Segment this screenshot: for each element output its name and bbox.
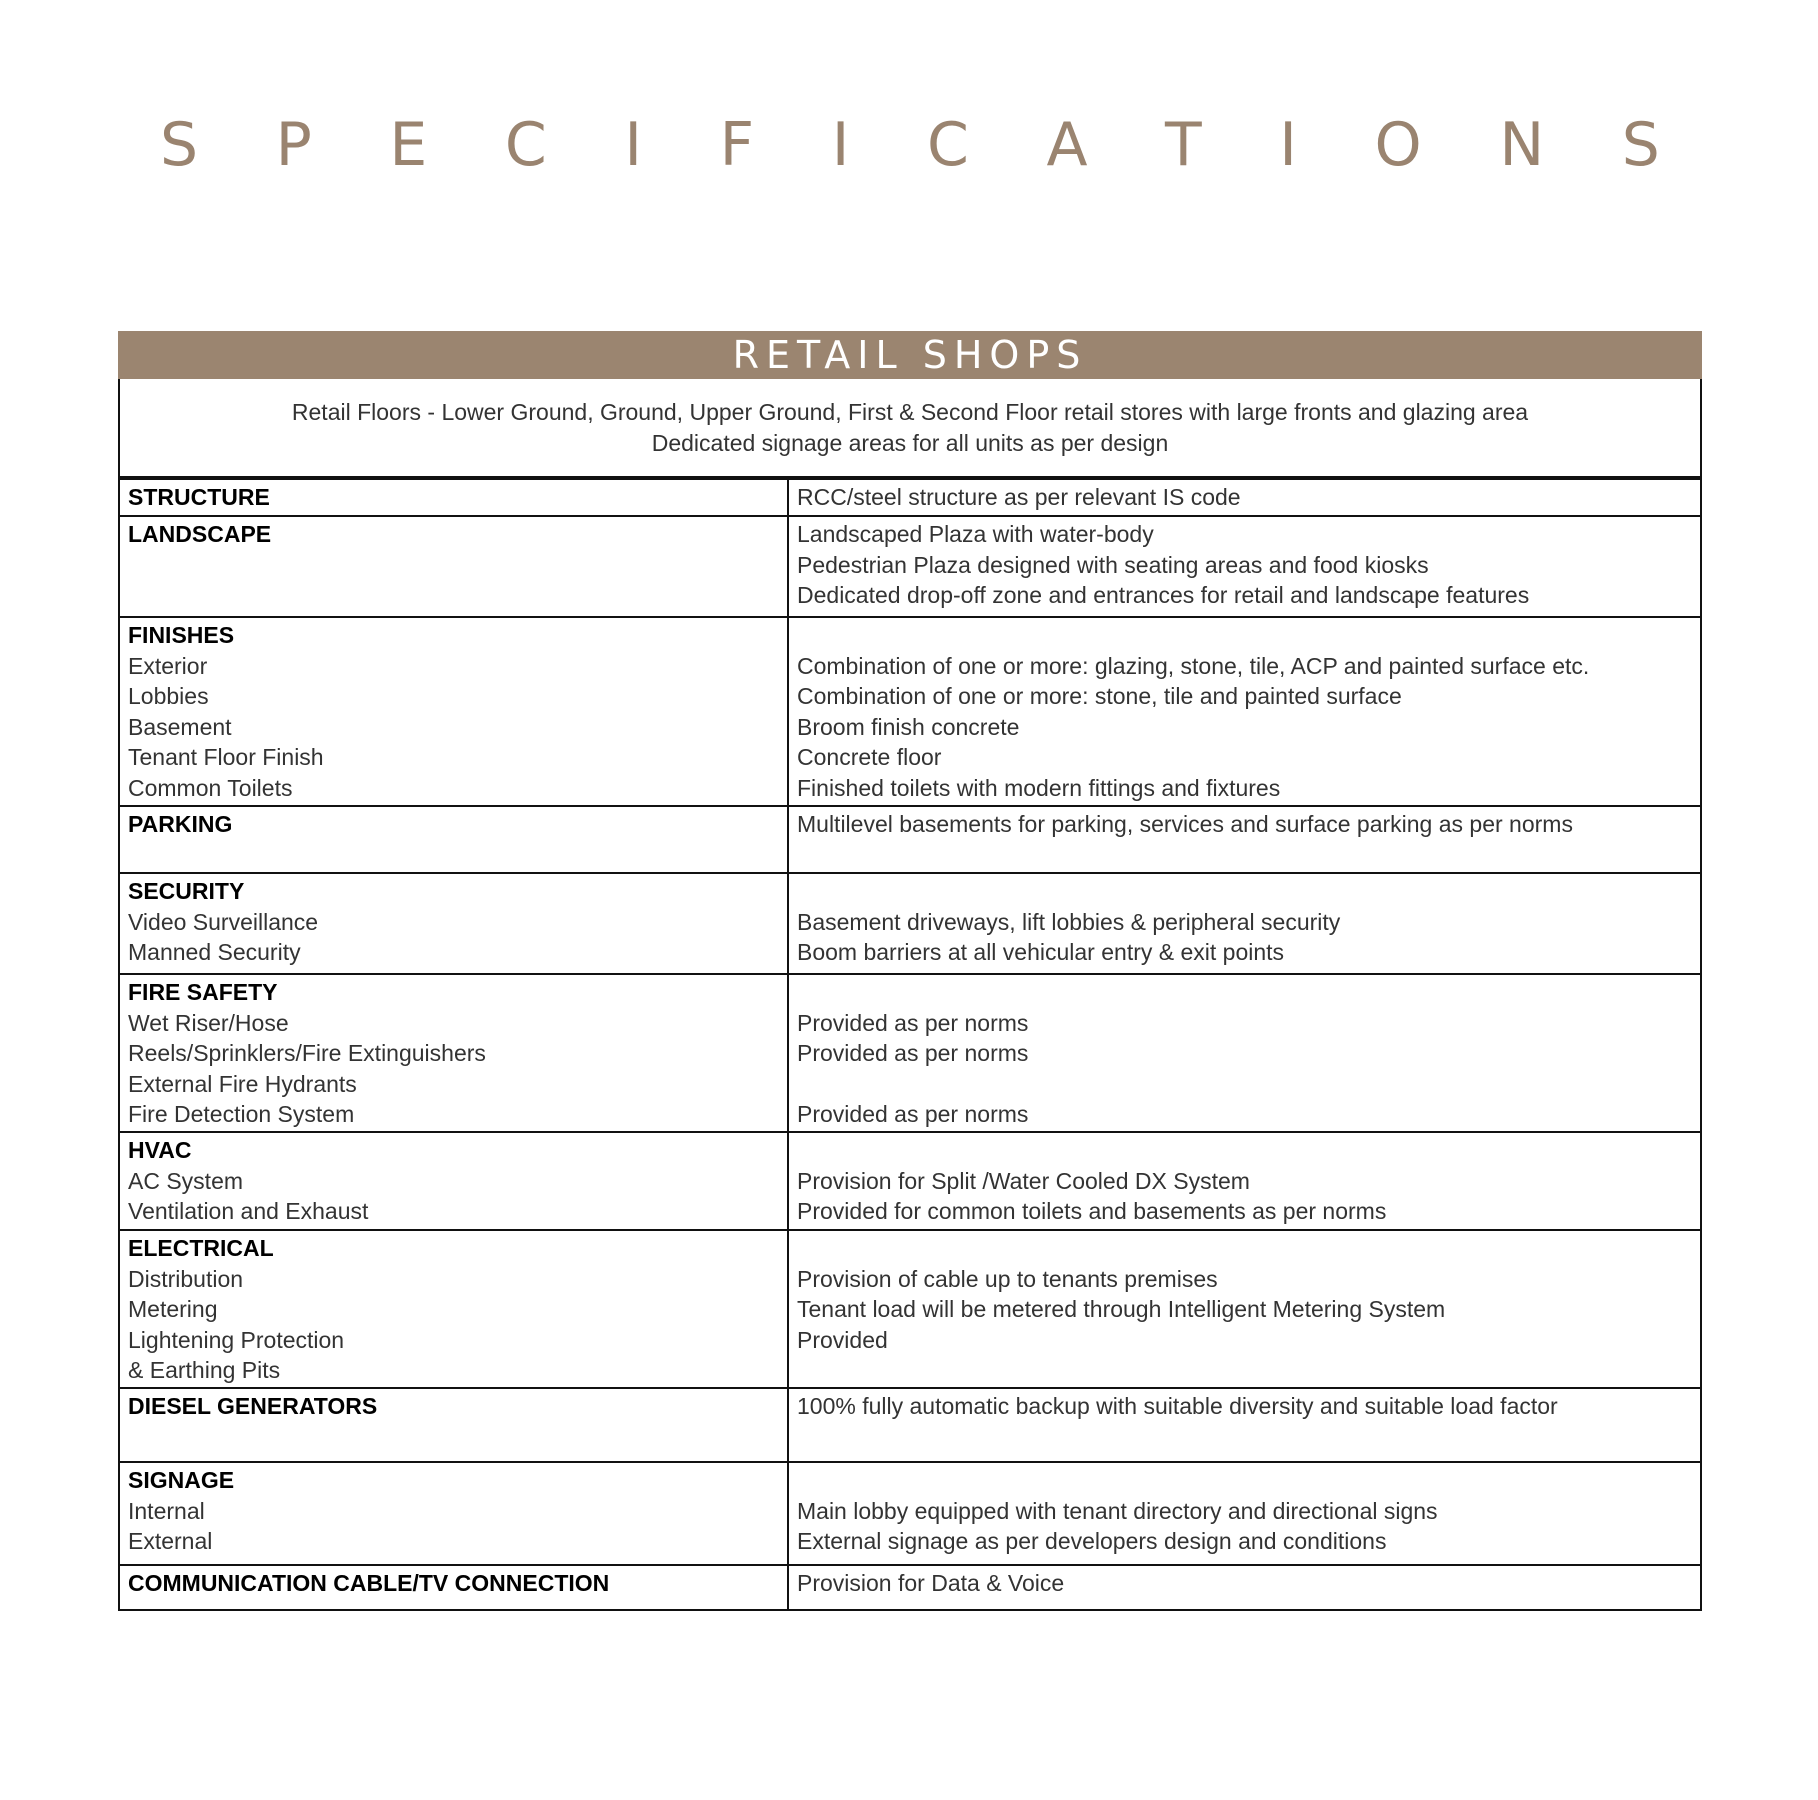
row-item: Internal [128, 1497, 205, 1524]
row-value: Boom barriers at all vehicular entry & exit points [797, 939, 1285, 965]
title-letter: I [831, 110, 850, 180]
spec-table [118, 478, 1702, 1611]
row-value-cell [788, 974, 1701, 1132]
table-row [119, 1132, 1701, 1230]
row-value: Basement driveways, lift lobbies & peripheral security [797, 908, 1341, 935]
row-label-cell [119, 1132, 788, 1230]
row-label-cell [119, 516, 788, 617]
row-item: Tenant Floor Finish [128, 744, 324, 770]
row-item: Exterior [128, 652, 208, 679]
row-value-cell [788, 479, 1701, 516]
row-label: ELECTRICAL [128, 1235, 274, 1261]
row-value: Pedestrian Plaza designed with seating areas and food kiosks [797, 551, 1429, 578]
row-label-cell [119, 1565, 788, 1610]
row-label: FINISHES [128, 622, 235, 648]
title-letter: C [926, 110, 969, 180]
row-value-cell [788, 873, 1701, 974]
row-label-cell [119, 1388, 788, 1462]
intro-line: Dedicated signage areas for all units as per design [651, 429, 1169, 456]
row-value-cell [788, 1230, 1701, 1388]
title-letter: S [160, 110, 199, 180]
row-value: Provided for common toilets and basements as per norms [797, 1198, 1387, 1224]
row-value-cell [788, 1388, 1701, 1462]
title-letter: E [389, 110, 428, 180]
row-value: Provided [797, 1326, 888, 1353]
row-value: Multilevel basements for parking, services and surface parking as per norms [797, 811, 1573, 837]
row-label-cell [119, 617, 788, 806]
row-item: Lobbies [128, 683, 209, 709]
title-letter: N [1499, 110, 1545, 180]
row-value-cell [788, 1462, 1701, 1565]
row-label-cell [119, 1230, 788, 1388]
row-item: External Fire Hydrants [128, 1070, 357, 1097]
row-label: FIRE SAFETY [128, 979, 278, 1005]
row-item: Manned Security [128, 939, 301, 965]
table-row [119, 1388, 1701, 1462]
row-label: DIESEL GENERATORS [128, 1393, 378, 1419]
row-value: Provision of cable up to tenants premises [797, 1265, 1218, 1292]
row-item: Ventilation and Exhaust [128, 1198, 369, 1224]
title-letter: F [719, 110, 755, 180]
row-label: SECURITY [128, 878, 245, 904]
title-letter: C [504, 110, 547, 180]
page-title [160, 110, 1660, 180]
title-letter: T [1165, 110, 1202, 180]
row-item: Distribution [128, 1265, 244, 1292]
row-label-cell [119, 974, 788, 1132]
row-item: Reels/Sprinklers/Fire Extinguishers [128, 1040, 486, 1066]
row-item: Fire Detection System [128, 1101, 355, 1127]
table-row [119, 1565, 1701, 1610]
row-value: Provision for Data & Voice [797, 1570, 1065, 1596]
row-value: External signage as per developers design and conditions [797, 1528, 1387, 1554]
row-value: 100% fully automatic backup with suitable diversity and suitable load factor [797, 1393, 1558, 1419]
row-value: Combination of one or more: glazing, stone, tile, ACP and painted surface etc. [797, 652, 1590, 679]
row-label: SIGNAGE [128, 1467, 235, 1493]
row-value-cell [788, 516, 1701, 617]
title-letter: I [624, 110, 643, 180]
row-item: External [128, 1528, 213, 1554]
row-item: Basement [128, 713, 232, 740]
row-value: Main lobby equipped with tenant directory and directional signs [797, 1497, 1438, 1524]
row-item: Video Surveillance [128, 908, 319, 935]
row-item: AC System [128, 1167, 244, 1194]
row-value-cell [788, 1132, 1701, 1230]
spec-sheet [118, 331, 1702, 1611]
row-value: Tenant load will be metered through Intelligent Metering System [797, 1296, 1446, 1322]
table-row [119, 617, 1701, 806]
row-value: Provided as per norms [797, 1009, 1029, 1036]
row-label: COMMUNICATION CABLE/TV CONNECTION [128, 1570, 610, 1596]
row-value: Concrete floor [797, 744, 942, 770]
table-row [119, 1462, 1701, 1565]
title-letter: O [1374, 110, 1422, 180]
row-item: & Earthing Pits [128, 1357, 281, 1383]
row-value: Dedicated drop-off zone and entrances for retail and landscape features [797, 582, 1530, 608]
row-item: Wet Riser/Hose [128, 1009, 289, 1036]
table-row [119, 806, 1701, 873]
row-label-cell [119, 1462, 788, 1565]
row-value: Landscaped Plaza with water-body [797, 521, 1154, 547]
row-item: Metering [128, 1296, 218, 1322]
row-label: STRUCTURE [128, 484, 270, 510]
table-row [119, 873, 1701, 974]
title-letter: A [1046, 110, 1088, 180]
row-value-cell [788, 1565, 1701, 1610]
intro-line: Retail Floors - Lower Ground, Ground, Upper Ground, First & Second Floor retail stores with large fronts and glazing area [291, 398, 1529, 425]
row-value: Combination of one or more: stone, tile and painted surface [797, 683, 1402, 709]
table-row [119, 479, 1701, 516]
section-banner [118, 331, 1702, 379]
title-letter: S [1621, 110, 1660, 180]
row-value: Finished toilets with modern fittings and fixtures [797, 774, 1281, 801]
title-letter: I [1279, 110, 1297, 180]
row-label: LANDSCAPE [128, 521, 272, 547]
row-value-cell [788, 617, 1701, 806]
row-value: Provision for Split /Water Cooled DX System [797, 1167, 1250, 1194]
row-value-cell [788, 806, 1701, 873]
table-row [119, 516, 1701, 617]
row-value: Provided as per norms [797, 1040, 1029, 1066]
row-label: PARKING [128, 811, 233, 837]
table-row [119, 1230, 1701, 1388]
title-letter: P [275, 110, 312, 180]
row-value: Provided as per norms [797, 1101, 1029, 1127]
row-label-cell [119, 479, 788, 516]
row-label: HVAC [128, 1137, 192, 1163]
row-label-cell [119, 873, 788, 974]
row-item: Lightening Protection [128, 1326, 345, 1353]
section-title: RETAIL SHOPS [732, 333, 1088, 377]
row-value: Broom finish concrete [797, 713, 1020, 740]
row-value: RCC/steel structure as per relevant IS code [797, 484, 1241, 510]
intro-box [118, 379, 1702, 478]
row-label-cell [119, 806, 788, 873]
row-item: Common Toilets [128, 774, 293, 801]
table-row [119, 974, 1701, 1132]
